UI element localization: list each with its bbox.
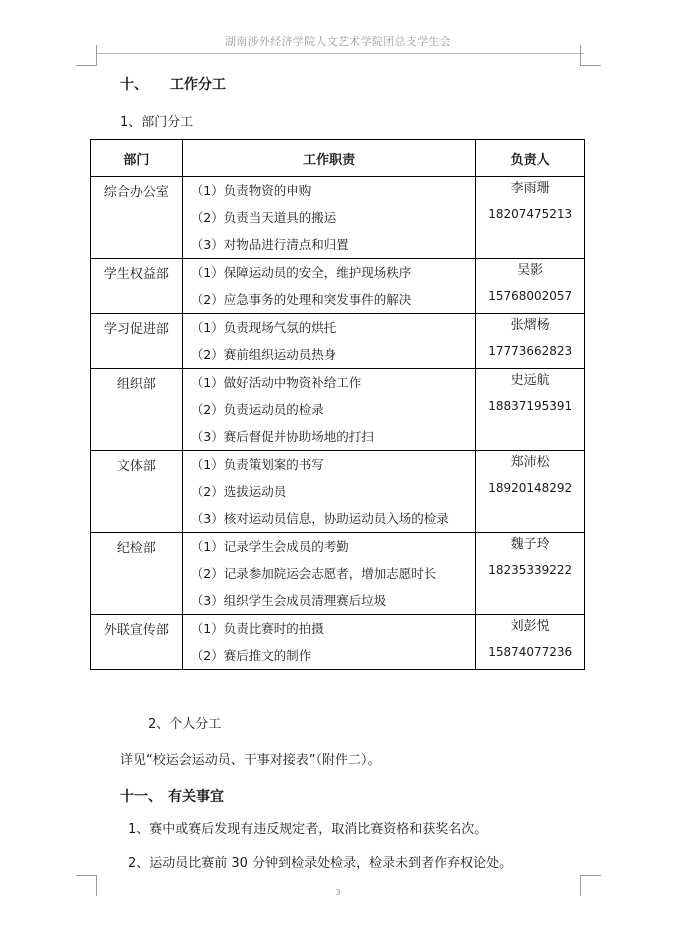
duty-line: （2）记录参加院运会志愿者，增加志愿时长 xyxy=(190,566,437,581)
person-phone: 18920148292 xyxy=(488,481,573,495)
duty-line: （2）负责运动员的检录 xyxy=(190,402,324,417)
person-name: 吴影 xyxy=(517,263,544,278)
person-cell xyxy=(476,451,585,533)
person-phone: 18837195391 xyxy=(488,399,573,413)
subsection-1-title: 1、部门分工 xyxy=(120,115,194,130)
duty-line: （2）赛前组织运动员热身 xyxy=(190,347,337,362)
table-row xyxy=(91,533,585,615)
duty-cell xyxy=(182,177,476,259)
person-name: 史远航 xyxy=(510,373,550,388)
person-cell xyxy=(476,177,585,259)
table-row xyxy=(91,177,585,259)
table-row xyxy=(91,615,585,670)
table-row xyxy=(91,451,585,533)
duty-line: （1）负责现场气氛的烘托 xyxy=(190,320,337,335)
dept-cell: 纪检部 xyxy=(91,533,183,615)
section-11-heading xyxy=(120,786,224,806)
person-cell xyxy=(476,369,585,451)
header-person: 负责人 xyxy=(476,140,585,177)
header-dept: 部门 xyxy=(91,140,183,177)
duty-line: （2）赛后推文的制作 xyxy=(190,648,312,663)
duty-cell xyxy=(182,259,476,314)
header-rule xyxy=(96,53,584,54)
page-number: 3 xyxy=(335,888,341,897)
person-phone: 15874077236 xyxy=(488,645,573,659)
subsection-2-detail: 详见“校运会运动员、干事对接表”（附件二）。 xyxy=(120,753,381,768)
duty-line: （2）负责当天道具的搬运 xyxy=(190,210,337,225)
section-11-title: 有关事宜 xyxy=(168,789,224,805)
duty-cell xyxy=(182,451,476,533)
person-phone: 18235339222 xyxy=(488,563,573,577)
dept-cell: 文体部 xyxy=(91,451,183,533)
person-cell xyxy=(476,259,585,314)
duty-line: （3）组织学生会成员清理赛后垃圾 xyxy=(190,593,387,608)
duty-line: （1）负责物资的申购 xyxy=(190,183,312,198)
table-row xyxy=(91,369,585,451)
duty-cell xyxy=(182,369,476,451)
duty-cell xyxy=(182,314,476,369)
subsection-2-title: 2、个人分工 xyxy=(148,717,222,732)
table-header-row xyxy=(91,140,585,177)
duty-line: （3）对物品进行清点和归置 xyxy=(190,237,349,252)
person-phone: 18207475213 xyxy=(488,207,573,221)
duty-line: （1）负责策划案的书写 xyxy=(190,457,324,472)
page-header-title: 湖南涉外经济学院人文艺术学院团总支学生会 xyxy=(225,35,451,48)
person-cell xyxy=(476,314,585,369)
dept-cell: 学习促进部 xyxy=(91,314,183,369)
duty-line: （1）负责比赛时的拍摄 xyxy=(190,621,324,636)
dept-cell: 学生权益部 xyxy=(91,259,183,314)
person-cell xyxy=(476,615,585,670)
section-10-number: 十、 xyxy=(120,77,148,93)
dept-cell: 组织部 xyxy=(91,369,183,451)
dept-cell: 综合办公室 xyxy=(91,177,183,259)
dept-cell: 外联宣传部 xyxy=(91,615,183,670)
item-2: 2、运动员比赛前 30 分钟到检录处检录，检录未到者作弃权论处。 xyxy=(128,856,513,871)
person-name: 李雨珊 xyxy=(510,181,550,196)
header-duty: 工作职责 xyxy=(182,140,476,177)
item-1: 1、赛中或赛后发现有违反规定者，取消比赛资格和获奖名次。 xyxy=(128,822,488,837)
person-phone: 15768002057 xyxy=(488,289,573,303)
duty-line: （2）应急事务的处理和突发事件的解决 xyxy=(190,292,412,307)
section-10-title: 工作分工 xyxy=(170,77,226,93)
duty-line: （1）记录学生会成员的考勤 xyxy=(190,539,349,554)
duty-line: （2）选拔运动员 xyxy=(190,484,287,499)
duty-line: （1）保障运动员的安全，维护现场秩序 xyxy=(190,265,412,280)
person-name: 刘彭悦 xyxy=(510,619,550,634)
section-11-number: 十一、 xyxy=(120,789,162,805)
person-name: 张熠杨 xyxy=(510,318,550,333)
duty-line: （3）核对运动员信息，协助运动员入场的检录 xyxy=(190,511,449,526)
division-table xyxy=(90,139,585,670)
table-row xyxy=(91,259,585,314)
person-name: 郑沛松 xyxy=(510,455,550,470)
corner-mark-top-left xyxy=(76,45,97,66)
corner-mark-top-right xyxy=(580,45,601,66)
section-10-heading xyxy=(120,74,226,94)
duty-cell xyxy=(182,615,476,670)
duty-line: （1）做好活动中物资补给工作 xyxy=(190,375,362,390)
person-name: 魏子玲 xyxy=(510,537,550,552)
person-cell xyxy=(476,533,585,615)
duty-cell xyxy=(182,533,476,615)
table-row xyxy=(91,314,585,369)
duty-line: （3）赛后督促并协助场地的打扫 xyxy=(190,429,374,444)
person-phone: 17773662823 xyxy=(488,344,573,358)
